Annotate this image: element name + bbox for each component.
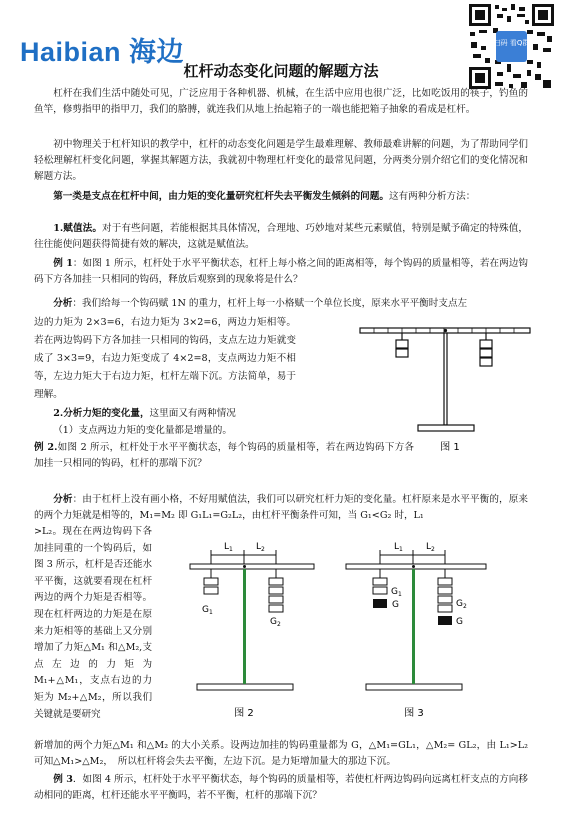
analysis2-first-line <box>34 492 528 524</box>
example2-label: 例 2. <box>34 442 58 453</box>
intro-paragraph-1: 杠杆在我们生活中随处可见，广泛应用于各种机器、机械，在生活中应用也很广泛，比如吃饭用的筷子，钓鱼的鱼竿，修剪指甲的指甲刀，我们的胳膊，就连我们从地上抬起箱子的一端也能把箱子抽象的看成是杠杆。 <box>34 88 528 115</box>
figure-2-caption: 图 2 <box>234 708 254 719</box>
figure-3 <box>338 534 518 720</box>
figure-1 <box>300 318 540 458</box>
figure-3-l1: $L_1$ <box>394 542 403 553</box>
analysis2-line: ：由于杠杆上没有画小格，不好用赋值法，我们可以研究杠杆力矩的变化量。杠杆原来是水平平衡的，原来的两个力矩就是相等的，M₁=M₂ 即 G₁L₁=G₂L₂，由杠杆平衡条件可知，当 G₁<G₂ 时，L₁ <box>34 494 529 521</box>
figure-2-l1: $L_1$ <box>224 542 233 553</box>
figure-3-g-added-right: G <box>456 617 463 627</box>
section1-heading <box>34 189 528 205</box>
analysis1-label: 分析 <box>53 298 73 309</box>
intro-paragraph-2: 初中物理关于杠杆知识的教学中，杠杆的动态变化问题是学生最难理解、教师最难讲解的问题，为了帮助同学们轻松理解杠杆变化问题，掌握其解题方法，我就初中物理杠杆变化的最常见问题，分两类分别介绍它们的变化情况和解题方法。 <box>34 139 528 182</box>
method2-label: 2.分析力矩的变化量， <box>53 408 150 419</box>
haibian-logo: Haibian 海边 <box>20 37 185 67</box>
example3-label: 例 3 <box>53 774 73 785</box>
example3-paragraph <box>34 772 528 804</box>
section1-heading-bold: 第一类是支点在杠杆中间，由力矩的变化量研究杠杆失去平衡发生倾斜的问题。 <box>53 191 389 202</box>
example1-paragraph <box>34 256 528 288</box>
page-title: 杠杆动态变化问题的解题方法 <box>183 62 379 80</box>
example1-label: 例 1 <box>53 258 73 269</box>
section1-heading-tail: 这有两种分析方法： <box>388 191 476 202</box>
example1-text: ：如图 1 所示，杠杆处于水平平衡状态，杠杆上每小格之间的距离相等，每个钩码的质量相等，若在两边钩码下方各加挂一只相同的钩码，释放后观察到的现象将是什么？ <box>34 258 529 285</box>
analysis2-label: 分析 <box>53 494 73 505</box>
figure-2-g2: $G_2$ <box>270 617 281 628</box>
figure-2-g1: $G_1$ <box>202 605 213 616</box>
figure-1-caption: 图 1 <box>440 442 460 453</box>
figure-2 <box>176 534 326 720</box>
figure-3-caption: 图 3 <box>404 708 424 719</box>
method2-text: 这里面又有两种情况 <box>149 408 236 419</box>
method1-label: 1.赋值法。 <box>53 223 103 234</box>
analysis1-first-line <box>34 296 528 312</box>
analysis2-narrow-column: >L₂。现在在两边钩码下各加挂同重的一个钩码后，如图 3 所示，杠杆是否还能水平平衡，这就要看现在杠杆两边的两个力矩是否相等。现在杠杆两边的力矩是在原来力矩相等的基础上又分别增加了力矩△M₁ 和△M₂,支点左边的力矩为 M₁+△M₁，支点右边的力矩为 M₂+△M₂，所以我们关键就是要研究 <box>34 526 152 720</box>
analysis1-body: 边的力矩为 2×3=6，右边力矩为 3×2=6，两边力矩相等。若在两边钩码下方各加挂一只相同的钩码，支点左边力矩就变成了 3×3=9，右边力矩变成了 4×2=8，支点两边力矩不相等，左边力矩大于右边力矩，杠杆左端下沉。方法简单，易于理解。 <box>34 317 296 400</box>
example3-text: ．如图 4 所示，杠杆处于水平平衡状态，每个钩码的质量相等，若使杠杆两边钩码向远离杠杆支点的方向移动相同的距离，杠杆还能水平平衡吗，若不平衡，杠杆的那端下沉？ <box>34 774 529 801</box>
method1-paragraph <box>34 221 528 253</box>
figure-3-l2: $L_2$ <box>426 542 435 553</box>
analysis2-conclusion: 新增加的两个力矩△M₁ 和△M₂ 的大小关系。设两边加挂的钩码重量都为 G，△M₁=GL₁，△M₂= GL₂，由 L₁>L₂ 可知△M₁>△M₂， 所以杠杆将会失去平衡，左边下沉。是力矩增加量大的那边下沉。 <box>34 740 528 767</box>
figure-2-l2: $L_2$ <box>256 542 265 553</box>
example2-text: 如图 2 所示，杠杆处于水平平衡状态，每个钩码的质量相等，若在两边钩码下方各加挂一只相同的钩码，杠杆的那端下沉？ <box>34 442 415 469</box>
figure-3-g-added-left: G <box>392 600 399 610</box>
analysis1-line1: ：我们给每一个钩码赋 1N 的重力，杠杆上每一小格赋一个单位长度，原来水平平衡时支点左 <box>72 298 468 309</box>
method1-text: 对于有些问题，若能根据其具体情况，合理地、巧妙地对某些元素赋值，特别是赋予确定的特殊值，往往能使问题获得简捷有效的解决，这就是赋值法。 <box>34 223 529 250</box>
method2-subcase: （1）支点两边力矩的变化量都是增量的。 <box>53 425 232 436</box>
figure-3-g2: $G_2$ <box>456 599 467 610</box>
figure-3-g1: $G_1$ <box>391 587 402 598</box>
qr-badge-text: 扫码 看Q群 <box>493 39 530 47</box>
